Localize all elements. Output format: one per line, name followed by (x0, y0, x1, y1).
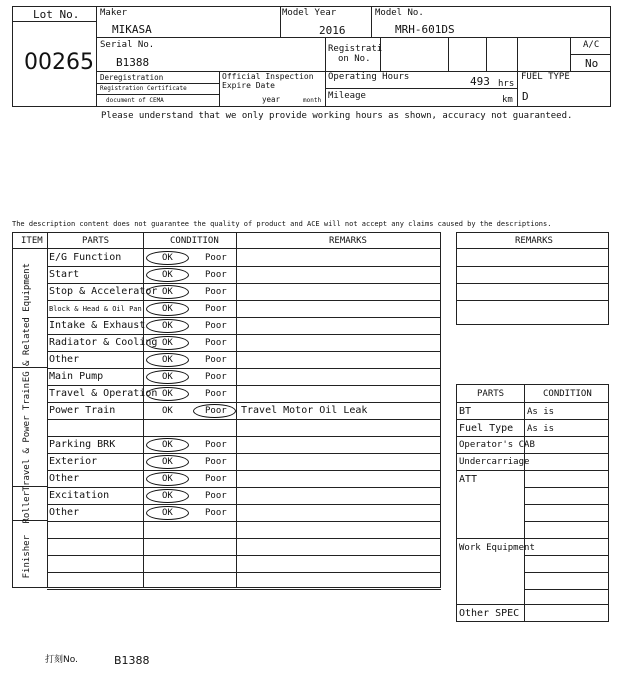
row-divider (47, 334, 441, 335)
serial-no-value: B1388 (116, 56, 150, 69)
row-divider (47, 317, 441, 318)
registration-certificate-label: Registration Certificate (100, 85, 187, 92)
row-divider (47, 504, 441, 505)
ac-label: A/C (583, 40, 600, 50)
row-part-label: Exterior (49, 456, 98, 467)
fuel-type-value: D (522, 90, 529, 103)
hrs-label: hrs (498, 79, 515, 89)
right-part-operator-cab: Operator's CAB (459, 440, 535, 450)
row-part-label: Other (49, 507, 80, 518)
condition-poor-option[interactable]: Poor (205, 508, 227, 518)
description-notice: The description content does not guarantee the quality of product and ACE will not accept any claims caused by the descriptions. (12, 220, 552, 228)
group-finisher-label: Finisher (22, 535, 32, 579)
parts-header: PARTS (82, 236, 110, 246)
row-part-label: Other (49, 354, 80, 365)
right-part-att: ATT (459, 474, 478, 485)
right-part-fuel-type: Fuel Type (459, 423, 514, 434)
row-divider (47, 283, 441, 284)
row-part-label: Travel & Operation (49, 388, 158, 399)
row-divider (47, 300, 441, 301)
row-part-label: Start (49, 269, 80, 280)
registration-label-1: Registrati (328, 44, 383, 54)
row-divider (47, 521, 441, 522)
group-eg-label: EG & Related Equipment (22, 263, 32, 383)
condition-ok-option[interactable]: OK (162, 508, 173, 518)
selected-condition-circle (193, 404, 236, 418)
registration-label-2: on No. (338, 54, 371, 64)
model-year-value: 2016 (319, 24, 346, 37)
right-remarks-table (456, 232, 609, 325)
row-part-label: Parking BRK (49, 439, 116, 450)
fuel-type-label: FUEL TYPE (521, 72, 570, 82)
selected-condition-circle (146, 370, 189, 384)
document-of-cema-label: document of CEMA (106, 97, 164, 104)
selected-condition-circle (146, 387, 189, 401)
selected-condition-circle (146, 489, 189, 503)
condition-ok-option[interactable]: OK (162, 338, 173, 348)
selected-condition-circle (146, 336, 189, 350)
right-condition-header: CONDITION (543, 389, 592, 399)
condition-poor-option[interactable]: Poor (205, 491, 227, 501)
condition-ok-option[interactable]: OK (162, 389, 173, 399)
condition-ok-option[interactable]: OK (162, 270, 173, 280)
condition-ok-option[interactable]: OK (162, 321, 173, 331)
condition-ok-option[interactable]: OK (162, 457, 173, 467)
ac-value: No (585, 57, 599, 70)
selected-condition-circle (146, 302, 189, 316)
selected-condition-circle (146, 285, 189, 299)
row-part-label: Excitation (49, 490, 110, 501)
maker-label: Maker (100, 8, 128, 18)
month-label: month (303, 97, 322, 104)
condition-poor-option[interactable]: Poor (205, 287, 227, 297)
row-remark: Travel Motor Oil Leak (241, 405, 368, 416)
condition-poor-option[interactable]: Poor (205, 270, 227, 280)
row-part-label: Stop & Accelerator (49, 286, 158, 297)
selected-condition-circle (146, 353, 189, 367)
operating-hours-value: 493 (470, 75, 490, 88)
selected-condition-circle (146, 506, 189, 520)
stamp-value: B1388 (114, 654, 150, 667)
lot-no-label: Lot No. (33, 8, 80, 21)
official-inspection-label-1: Official Inspection (222, 72, 314, 81)
year-label: year (262, 95, 281, 104)
row-divider (47, 436, 441, 437)
main-table (12, 232, 441, 588)
row-divider (47, 402, 441, 403)
maker-value: MIKASA (112, 23, 152, 36)
other-spec-label: Other SPEC (459, 608, 520, 619)
selected-condition-circle (146, 472, 189, 486)
item-header: ITEM (21, 236, 43, 246)
row-divider (47, 487, 441, 488)
model-no-value: MRH-601DS (395, 23, 455, 36)
selected-condition-circle (146, 319, 189, 333)
condition-poor-option[interactable]: Poor (205, 338, 227, 348)
stamp-label: 打刻No. (45, 655, 78, 665)
row-divider (47, 385, 441, 386)
mileage-label: Mileage (328, 91, 366, 101)
row-part-label: Power Train (49, 405, 116, 416)
condition-poor-option[interactable]: Poor (205, 321, 227, 331)
km-label: km (502, 95, 513, 105)
row-part-label: Intake & Exhaust (49, 320, 146, 331)
condition-header: CONDITION (170, 236, 219, 246)
condition-poor-option[interactable]: Poor (205, 372, 227, 382)
row-divider (47, 266, 441, 267)
row-divider (47, 538, 441, 539)
condition-ok-option[interactable]: OK (162, 253, 173, 263)
row-divider (47, 368, 441, 369)
right-parts-header: PARTS (477, 389, 505, 399)
condition-ok-option[interactable]: OK (162, 491, 173, 501)
condition-poor-option[interactable]: Poor (205, 440, 227, 450)
group-travel-label: Travel & Power Train (22, 383, 32, 492)
condition-ok-option[interactable]: OK (162, 304, 173, 314)
row-divider (47, 453, 441, 454)
row-divider (47, 470, 441, 471)
right-remarks-header: REMARKS (515, 236, 553, 246)
row-divider (47, 555, 441, 556)
right-condition-fuel-type: As is (527, 424, 555, 434)
right-part-undercarriage: Undercarriage (459, 457, 530, 467)
lot-no-value: 00265 (24, 50, 94, 75)
condition-ok-option[interactable]: OK (162, 406, 173, 416)
right-parts-table (456, 384, 609, 622)
condition-ok-option[interactable]: OK (162, 287, 173, 297)
model-no-label: Model No. (375, 8, 424, 18)
operating-hours-label: Operating Hours (328, 72, 410, 82)
deregistration-label: Deregistration (100, 73, 164, 82)
model-year-label: Model Year (282, 8, 337, 18)
condition-poor-option[interactable]: Poor (205, 406, 227, 416)
condition-poor-option[interactable]: Poor (205, 355, 227, 365)
right-part-bt: BT (459, 406, 472, 417)
condition-ok-option[interactable]: OK (162, 372, 173, 382)
group-roller-label: Roller (22, 491, 32, 524)
remarks-header: REMARKS (329, 236, 367, 246)
right-condition-bt: As is (527, 407, 555, 417)
condition-poor-option[interactable]: Poor (205, 304, 227, 314)
condition-poor-option[interactable]: Poor (205, 457, 227, 467)
row-part-label: Main Pump (49, 371, 104, 382)
condition-ok-option[interactable]: OK (162, 355, 173, 365)
condition-poor-option[interactable]: Poor (205, 253, 227, 263)
selected-condition-circle (146, 251, 189, 265)
selected-condition-circle (146, 455, 189, 469)
serial-no-label: Serial No. (100, 40, 155, 50)
condition-ok-option[interactable]: OK (162, 440, 173, 450)
official-inspection-label-2: Expire Date (222, 81, 275, 90)
row-part-label: Radiator & Cooling (49, 337, 158, 348)
condition-poor-option[interactable]: Poor (205, 474, 227, 484)
selected-condition-circle (146, 438, 189, 452)
row-part-label: Other (49, 473, 80, 484)
row-divider (47, 419, 441, 420)
row-part-label: E/G Function (49, 252, 122, 263)
row-divider (47, 572, 441, 573)
row-divider (47, 589, 441, 590)
row-part-label: Block & Head & Oil Pan (49, 305, 142, 313)
row-divider (47, 351, 441, 352)
work-equipment-label: Work Equipment (459, 543, 535, 553)
selected-condition-circle (146, 268, 189, 282)
condition-ok-option[interactable]: OK (162, 474, 173, 484)
condition-poor-option[interactable]: Poor (205, 389, 227, 399)
hours-notice: Please understand that we only provide working hours as shown, accuracy not guaranteed. (101, 111, 573, 121)
